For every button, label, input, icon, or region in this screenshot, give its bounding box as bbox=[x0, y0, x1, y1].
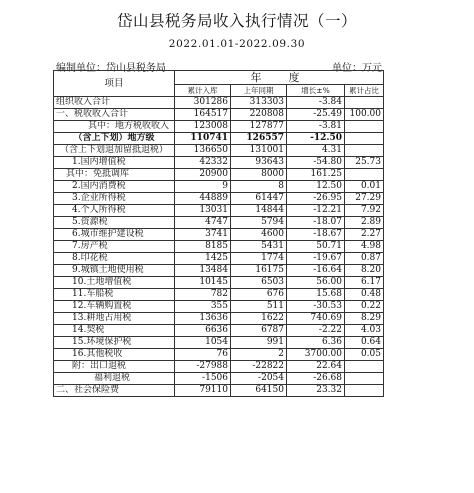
row-name: 12.车辆购置税 bbox=[54, 301, 175, 313]
row-growth: -30.53 bbox=[287, 301, 345, 313]
row-share: 8.20 bbox=[345, 265, 384, 277]
row-last-year: -22822 bbox=[231, 361, 287, 373]
report-period: 2022.01.01-2022.09.30 bbox=[168, 38, 306, 50]
row-name: 一、税收收入合计 bbox=[54, 109, 175, 121]
row-growth: 23.32 bbox=[287, 385, 345, 397]
row-last-year: 511 bbox=[231, 301, 287, 313]
row-growth: -2.22 bbox=[287, 325, 345, 337]
table-row bbox=[54, 373, 384, 385]
row-name: 11.车船税 bbox=[54, 289, 175, 301]
row-growth: 50.71 bbox=[287, 241, 345, 253]
table-row bbox=[54, 301, 384, 313]
row-cumulative: 76 bbox=[175, 349, 231, 361]
table-row bbox=[54, 145, 384, 157]
row-cumulative: 123008 bbox=[175, 121, 231, 133]
header-cumulative: 累计入库 bbox=[175, 85, 231, 97]
row-last-year: 313303 bbox=[231, 97, 287, 109]
row-name: 10.土地增值税 bbox=[54, 277, 175, 289]
row-name: 2.国内消费税 bbox=[54, 181, 175, 193]
row-growth: -26.95 bbox=[287, 193, 345, 205]
row-share: 2.89 bbox=[345, 217, 384, 229]
row-share: 0.64 bbox=[345, 337, 384, 349]
row-cumulative: 3741 bbox=[175, 229, 231, 241]
row-name: 16.其他税收 bbox=[54, 349, 175, 361]
row-name: 15.环境保护税 bbox=[54, 337, 175, 349]
row-name: 13.耕地占用税 bbox=[54, 313, 175, 325]
table-row bbox=[54, 253, 384, 265]
row-last-year: 16175 bbox=[231, 265, 287, 277]
row-share bbox=[345, 133, 384, 145]
row-name: 1.国内增值税 bbox=[54, 157, 175, 169]
row-growth: 15.68 bbox=[287, 289, 345, 301]
row-share: 0.87 bbox=[345, 253, 384, 265]
row-share bbox=[345, 373, 384, 385]
table-row bbox=[54, 193, 384, 205]
row-growth: -18.07 bbox=[287, 217, 345, 229]
row-share bbox=[345, 121, 384, 133]
table-row bbox=[54, 121, 384, 133]
row-cumulative: 782 bbox=[175, 289, 231, 301]
row-share: 0.22 bbox=[345, 301, 384, 313]
row-share bbox=[345, 361, 384, 373]
row-name: 7.房产税 bbox=[54, 241, 175, 253]
row-cumulative: -27988 bbox=[175, 361, 231, 373]
table-row bbox=[54, 157, 384, 169]
row-growth: -26.68 bbox=[287, 373, 345, 385]
row-cumulative: 9 bbox=[175, 181, 231, 193]
row-last-year: 5431 bbox=[231, 241, 287, 253]
row-share: 0.01 bbox=[345, 181, 384, 193]
row-growth: 6.36 bbox=[287, 337, 345, 349]
row-cumulative: 1425 bbox=[175, 253, 231, 265]
row-last-year: 220808 bbox=[231, 109, 287, 121]
row-last-year: 4600 bbox=[231, 229, 287, 241]
row-last-year: -2054 bbox=[231, 373, 287, 385]
row-name: （含上下划退加留抵退税） bbox=[54, 145, 175, 157]
row-growth: -25.49 bbox=[287, 109, 345, 121]
row-name: 14.契税 bbox=[54, 325, 175, 337]
row-share: 100.00 bbox=[345, 109, 384, 121]
row-name: 附：出口退税 bbox=[54, 361, 175, 373]
row-cumulative: 13484 bbox=[175, 265, 231, 277]
row-last-year: 61447 bbox=[231, 193, 287, 205]
row-last-year: 676 bbox=[231, 289, 287, 301]
row-cumulative: 110741 bbox=[175, 133, 231, 145]
table-row bbox=[54, 169, 384, 181]
row-name: 二、社会保险费 bbox=[54, 385, 175, 397]
row-cumulative: 1054 bbox=[175, 337, 231, 349]
row-growth: -3.81 bbox=[287, 121, 345, 133]
report-title: 岱山县税务局收入执行情况（一） bbox=[116, 12, 357, 30]
row-last-year: 8 bbox=[231, 181, 287, 193]
row-share: 27.29 bbox=[345, 193, 384, 205]
row-cumulative: 20900 bbox=[175, 169, 231, 181]
row-growth: -19.67 bbox=[287, 253, 345, 265]
revenue-table bbox=[53, 70, 384, 397]
row-cumulative: 13636 bbox=[175, 313, 231, 325]
row-cumulative: 164517 bbox=[175, 109, 231, 121]
row-last-year: 991 bbox=[231, 337, 287, 349]
table-row bbox=[54, 241, 384, 253]
row-share: 4.03 bbox=[345, 325, 384, 337]
row-growth: 4.31 bbox=[287, 145, 345, 157]
row-share: 8.29 bbox=[345, 313, 384, 325]
row-share: 0.05 bbox=[345, 349, 384, 361]
row-name: 6.城市维护建设税 bbox=[54, 229, 175, 241]
table-row bbox=[54, 181, 384, 193]
header-year: 年 度 bbox=[175, 71, 384, 85]
row-name: 8.印花税 bbox=[54, 253, 175, 265]
table-row bbox=[54, 325, 384, 337]
table-row bbox=[54, 361, 384, 373]
row-last-year: 2 bbox=[231, 349, 287, 361]
row-last-year: 5794 bbox=[231, 217, 287, 229]
row-share bbox=[345, 97, 384, 109]
row-name: 其中：免抵调库 bbox=[54, 169, 175, 181]
row-cumulative: 79110 bbox=[175, 385, 231, 397]
table-row bbox=[54, 349, 384, 361]
row-cumulative: 355 bbox=[175, 301, 231, 313]
row-growth: 12.50 bbox=[287, 181, 345, 193]
table-row bbox=[54, 97, 384, 109]
row-cumulative: 44889 bbox=[175, 193, 231, 205]
row-last-year: 127877 bbox=[231, 121, 287, 133]
row-share: 0.48 bbox=[345, 289, 384, 301]
row-growth: 161.25 bbox=[287, 169, 345, 181]
table-row bbox=[54, 277, 384, 289]
row-growth: -54.80 bbox=[287, 157, 345, 169]
row-last-year: 131001 bbox=[231, 145, 287, 157]
table-row bbox=[54, 205, 384, 217]
row-share: 6.17 bbox=[345, 277, 384, 289]
row-growth: 22.64 bbox=[287, 361, 345, 373]
row-share bbox=[345, 385, 384, 397]
row-cumulative: 42332 bbox=[175, 157, 231, 169]
header-share: 累计占比 bbox=[345, 85, 384, 97]
row-share: 2.27 bbox=[345, 229, 384, 241]
row-share: 4.98 bbox=[345, 241, 384, 253]
unit-of-measure: 单位：万元 bbox=[332, 63, 382, 74]
row-growth: 3700.00 bbox=[287, 349, 345, 361]
row-name: 4.个人所得税 bbox=[54, 205, 175, 217]
row-name: 9.城镇土地使用税 bbox=[54, 265, 175, 277]
row-last-year: 93643 bbox=[231, 157, 287, 169]
row-growth: -12.50 bbox=[287, 133, 345, 145]
row-cumulative: -1506 bbox=[175, 373, 231, 385]
row-share bbox=[345, 145, 384, 157]
row-name: 其中：地方税收收入 bbox=[54, 121, 175, 133]
table-row bbox=[54, 313, 384, 325]
row-name: 5.资源税 bbox=[54, 217, 175, 229]
header-item: 项目 bbox=[54, 71, 175, 97]
row-growth: 56.00 bbox=[287, 277, 345, 289]
row-growth: 740.69 bbox=[287, 313, 345, 325]
row-growth: -12.21 bbox=[287, 205, 345, 217]
row-growth: -3.84 bbox=[287, 97, 345, 109]
row-cumulative: 6636 bbox=[175, 325, 231, 337]
row-last-year: 126557 bbox=[231, 133, 287, 145]
row-last-year: 8000 bbox=[231, 169, 287, 181]
row-cumulative: 8185 bbox=[175, 241, 231, 253]
row-cumulative: 301286 bbox=[175, 97, 231, 109]
row-last-year: 1774 bbox=[231, 253, 287, 265]
row-last-year: 6787 bbox=[231, 325, 287, 337]
row-growth: -16.64 bbox=[287, 265, 345, 277]
row-cumulative: 4747 bbox=[175, 217, 231, 229]
row-share: 7.92 bbox=[345, 205, 384, 217]
table-row bbox=[54, 337, 384, 349]
row-last-year: 1622 bbox=[231, 313, 287, 325]
table-row bbox=[54, 217, 384, 229]
row-name: 组织收入合计 bbox=[54, 97, 175, 109]
row-last-year: 14844 bbox=[231, 205, 287, 217]
table-row bbox=[54, 385, 384, 397]
row-name: （含上下划）地方级 bbox=[54, 133, 175, 145]
row-cumulative: 13031 bbox=[175, 205, 231, 217]
row-last-year: 64150 bbox=[231, 385, 287, 397]
row-name: 福利退税 bbox=[54, 373, 175, 385]
compiling-unit: 编制单位：岱山县税务局 bbox=[56, 63, 166, 74]
row-cumulative: 10145 bbox=[175, 277, 231, 289]
row-share: 25.73 bbox=[345, 157, 384, 169]
row-growth: -18.67 bbox=[287, 229, 345, 241]
table-row bbox=[54, 289, 384, 301]
row-share bbox=[345, 169, 384, 181]
row-cumulative: 136650 bbox=[175, 145, 231, 157]
table-row bbox=[54, 109, 384, 121]
table-row bbox=[54, 229, 384, 241]
table-row bbox=[54, 133, 384, 145]
header-last-year: 上年同期 bbox=[231, 85, 287, 97]
table-row bbox=[54, 265, 384, 277]
header-growth: 增长±% bbox=[287, 85, 345, 97]
row-last-year: 6503 bbox=[231, 277, 287, 289]
row-name: 3.企业所得税 bbox=[54, 193, 175, 205]
